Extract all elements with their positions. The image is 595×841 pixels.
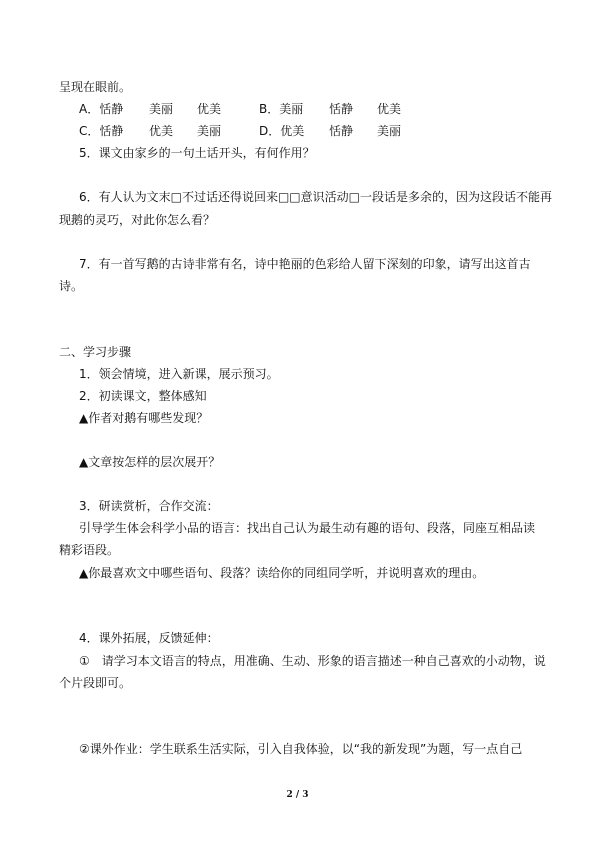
option-row-cd <box>79 123 401 139</box>
option-word: 恬静 <box>329 102 354 116</box>
option-d: D．优美 <box>259 124 305 138</box>
option-word: 恬静 <box>329 124 354 138</box>
step-4: 4．课外拓展，反馈延伸： <box>79 631 219 645</box>
extension-2: ②课外作业：学生联系生活实际，引入自我体验，以“我的新发现”为题，写一点自己 <box>79 742 523 756</box>
question-7-cont: 诗。 <box>59 279 84 293</box>
step-1: 1．领会情境，进入新课，展示预习。 <box>79 367 279 381</box>
task-2: ▲文章按怎样的层次展开？ <box>79 455 221 469</box>
option-word: 美丽 <box>149 102 174 116</box>
task-1: ▲作者对鹅有哪些发现？ <box>79 411 209 425</box>
page-number: 2 / 3 <box>286 790 309 800</box>
option-word: 美丽 <box>197 124 222 138</box>
option-row-ab <box>79 101 401 117</box>
option-word: 优美 <box>149 124 174 138</box>
step-2: 2．初读课文，整体感知 <box>79 389 207 403</box>
extension-1: ① 请学习本文语言的特点，用准确、生动、形象的语言描述一种自己喜欢的小动物，说 <box>79 654 546 668</box>
extension-1-cont: 个片段即可。 <box>59 676 132 690</box>
option-b: B．美丽 <box>259 102 304 116</box>
question-5: 5．课文由家乡的一句土话开头，有何作用？ <box>79 146 315 160</box>
step-3-text: 引导学生体会科学小品的语言：找出自己认为最生动有趣的语句、段落，同座互相品读 <box>79 521 536 535</box>
step-3: 3．研读赏析，合作交流： <box>79 499 219 513</box>
question-6: 6．有人认为文末□不过话还得说回来□□意识活动□一段话是多余的，因为这段话不能再 <box>79 190 552 204</box>
step-3-text-cont: 精彩语段。 <box>59 543 120 557</box>
option-a: A．恬静 <box>79 102 124 116</box>
text-line: 呈现在眼前。 <box>59 80 132 94</box>
section-heading: 二、学习步骤 <box>59 345 132 359</box>
option-c: C．恬静 <box>79 124 124 138</box>
option-word: 优美 <box>197 102 222 116</box>
question-6-cont: 现鹅的灵巧，对此你怎么看？ <box>59 213 216 227</box>
option-word: 优美 <box>377 102 402 116</box>
option-word: 美丽 <box>377 124 402 138</box>
task-3: ▲你最喜欢文中哪些语句、段落？读给你的同组同学听，并说明喜欢的理由。 <box>79 566 485 580</box>
question-7: 7．有一首写鹅的古诗非常有名，诗中艳丽的色彩给人留下深刻的印象，请写出这首古 <box>79 257 531 271</box>
